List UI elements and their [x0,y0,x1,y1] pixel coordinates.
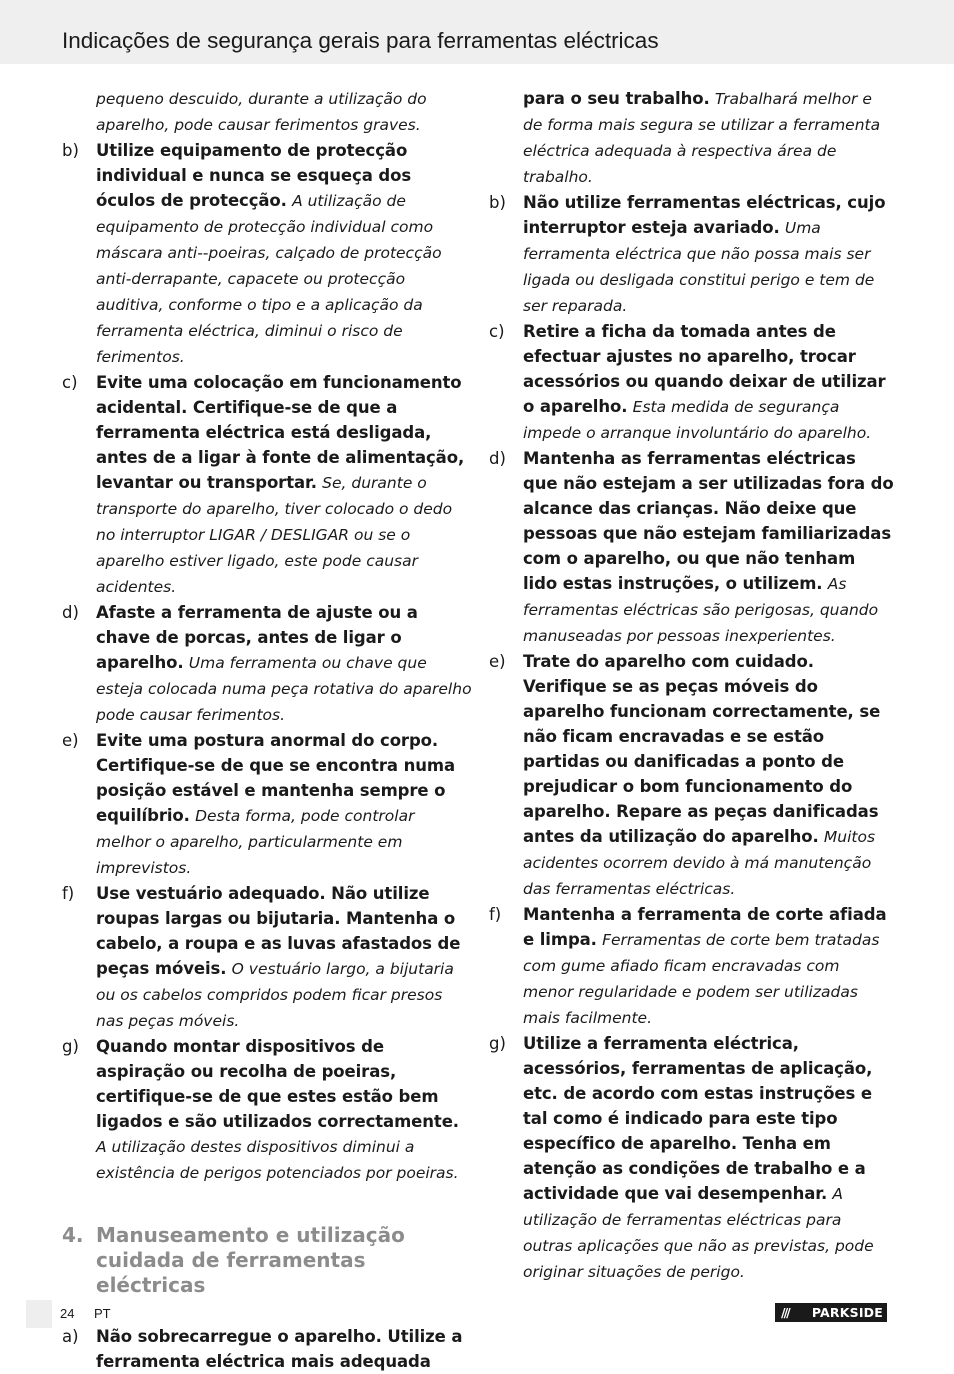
left-column [62,86,472,1374]
list-item-b [489,190,894,319]
list-item-g [62,1034,472,1186]
item-label: d) [62,603,79,622]
footer-marker [26,1300,52,1328]
list-item-e [489,649,894,902]
item-label: d) [489,449,506,468]
item-instruction: Retire a ficha da tomada antes de efectuar ajustes no aparelho, trocar acessórios ou quando deixar de utilizar o aparelho. [523,322,886,416]
item-explanation: Esta medida de segurança impede o arranque involuntário do aparelho. [523,398,872,442]
language-code: PT [94,1306,111,1321]
item-explanation: A utilização destes dispositivos diminui a existência de perigos potenciados por poeiras. [96,1138,459,1182]
brand-slashes: /// [781,1305,789,1320]
item-label: b) [62,141,79,160]
item-explanation: Se, durante o transporte do aparelho, tiver colocado o dedo no interruptor LIGAR / DESLIGAR ou se o aparelho estiver ligado, este pode causar acidentes. [96,474,453,596]
item-instruction: Trate do aparelho com cuidado. Verifique se as peças móveis do aparelho funcionam correctamente, se não ficam encravadas e se estão partidas ou danificadas a ponto de prejudicar o bom funcionamento do aparelho. Repare as peças danificadas antes da utilização do aparelho. [523,652,881,846]
item-instruction: Utilize a ferramenta eléctrica, acessórios, ferramentas de aplicação, etc. de acordo com estas instruções e tal como é indicado para este tipo específico de aparelho. Tenha em atenção as condições de trabalho e a actividade que vai desempenhar. [523,1034,873,1203]
item-label: b) [489,193,506,212]
item-instruction: Não sobrecarregue o aparelho. Utilize a ferramenta eléctrica mais adequada [96,1327,463,1371]
page-number: 24 [60,1306,75,1321]
intro-text: pequeno descuido, durante a utilização do aparelho, pode causar ferimentos graves. [96,90,427,134]
list-item-g [489,1031,894,1285]
page-title: Indicações de segurança gerais para ferramentas eléctricas [62,28,659,53]
item-instruction: Use vestuário adequado. Não utilize roupas largas ou bijutaria. Mantenha o cabelo, a roupa e as luvas afastados de peças móveis. [96,884,461,978]
intro-paragraph [62,86,472,138]
page-header [0,0,954,64]
continued-paragraph [489,86,894,190]
brand-name: PARKSIDE [811,1305,883,1320]
item-label: f) [489,905,502,924]
brand-logo [775,1303,887,1322]
item-label: f) [62,884,75,903]
item-label: c) [489,322,505,341]
item-instruction: Utilize equipamento de protecção individual e nunca se esqueça dos óculos de protecção. [96,141,412,210]
list-item-f [62,881,472,1034]
list-item-d [489,446,894,649]
item-instruction: Evite uma postura anormal do corpo. Certifique-se de que se encontra numa posição estável e mantenha sempre o equilíbrio. [96,731,455,825]
item-instruction: para o seu trabalho. [523,89,710,108]
item-instruction: Evite uma colocação em funcionamento acidental. Certifique-se de que a ferramenta eléctrica está desligada, antes de a ligar à fonte de alimentação, levantar ou transportar. [96,373,465,492]
list-item-c [62,370,472,600]
list-item-c [489,319,894,446]
item-explanation: A utilização de ferramentas eléctricas para outras aplicações que não as previstas, pode originar situações de perigo. [523,1185,874,1281]
item-instruction: Quando montar dispositivos de aspiração ou recolha de poeiras, certifique-se de que estes estão bem ligados e são utilizados correctamente. [96,1037,459,1131]
section-title: Manuseamento e utilização cuidada de ferramentas eléctricas [96,1223,405,1297]
item-label: g) [62,1037,79,1056]
list-item-b [62,138,472,370]
section-number: 4. [62,1223,84,1247]
item-explanation: Ferramentas de corte bem tratadas com gume afiado ficam encravadas com menor regularidade e podem ser utilizadas mais facilmente. [523,931,880,1027]
list-item-f [489,902,894,1031]
item-explanation: As ferramentas eléctricas são perigosas, quando manuseadas por pessoas inexperientes. [523,575,879,645]
item-label: c) [62,373,78,392]
right-column [489,86,894,1285]
item-explanation: O vestuário largo, a bijutaria ou os cabelos compridos podem ficar presos nas peças móveis. [96,960,454,1030]
item-explanation: A utilização de equipamento de protecção individual como máscara anti--poeiras, calçado de protecção anti-derrapante, capacete ou protecção auditiva, conforme o tipo e a aplicação da ferramenta eléctrica, diminui o risco de ferimentos. [96,192,442,366]
list-item-d [62,600,472,728]
item-explanation: Muitos acidentes ocorrem devido à má manutenção das ferramentas eléctricas. [523,828,876,898]
section-heading [62,1223,472,1298]
item-label: e) [489,652,506,671]
list-item-e [62,728,472,881]
list-item-a [62,1324,472,1374]
item-label: e) [62,731,79,750]
item-explanation: Trabalhará melhor e de forma mais segura se utilizar a ferramenta eléctrica adequada à respectiva área de trabalho. [523,90,881,186]
item-instruction: Mantenha a ferramenta de corte afiada e limpa. [523,905,887,949]
item-explanation: Uma ferramenta eléctrica que não possa mais ser ligada ou desligada constitui perigo e tem de ser reparada. [523,219,875,315]
item-instruction: Mantenha as ferramentas eléctricas que não estejam a ser utilizadas fora do alcance das crianças. Não deixe que pessoas que não estejam familiarizadas com o aparelho, ou que não tenham lido estas instruções, o utilizem. [523,449,894,593]
item-explanation: Uma ferramenta ou chave que esteja colocada numa peça rotativa do aparelho pode causar ferimentos. [96,654,472,724]
item-explanation: Desta forma, pode controlar melhor o aparelho, particularmente em imprevistos. [96,807,415,877]
item-label: a) [62,1327,79,1346]
item-instruction: Afaste a ferramenta de ajuste ou a chave de porcas, antes de ligar o aparelho. [96,603,418,672]
item-instruction: Não utilize ferramentas eléctricas, cujo interruptor esteja avariado. [523,193,886,237]
item-label: g) [489,1034,506,1053]
